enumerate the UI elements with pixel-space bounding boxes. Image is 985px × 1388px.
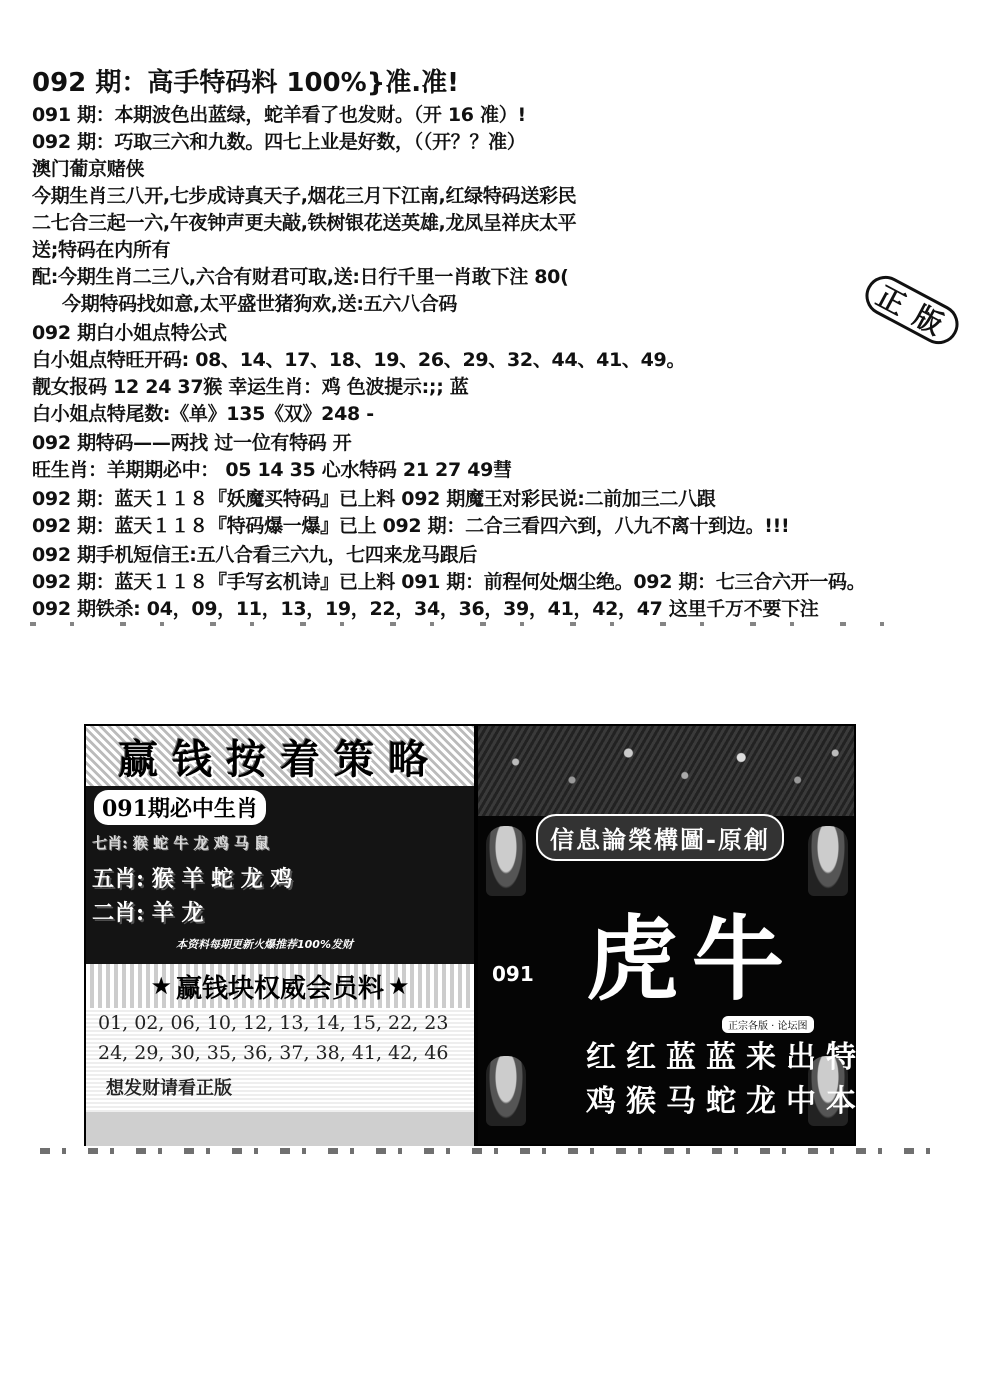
blurred-strip [86, 1112, 474, 1146]
text-line: 送;特码在内所有 [32, 239, 171, 261]
strategy-banner [86, 726, 474, 786]
scan-artifact [30, 622, 890, 626]
scan-artifact [40, 1148, 930, 1154]
poem-line: 鸡猴马蛇龙中本期 [586, 1084, 906, 1119]
text-line: 092 期：巧取三六和九数。四七上业是好数，（（开？？准） [32, 131, 526, 153]
text-line: 旺生肖：羊期期必中： 05 14 35 心水特码 21 27 49彗 [32, 459, 512, 481]
source-tag: 正宗各版 · 论坛图 [722, 1016, 814, 1033]
update-note: 本资料每期更新火爆推荐100%发财 [176, 938, 353, 951]
star-icon: ★ [150, 972, 172, 1000]
portrait-image [486, 1056, 526, 1126]
featured-zodiac: 虎牛 [586, 905, 799, 1013]
text-line: 092 期白小姐点特公式 [32, 322, 227, 344]
text-line: 澳门葡京赌侠 [32, 158, 145, 180]
member-banner [86, 964, 474, 1008]
text-line: 091 期：本期波色出蓝绿，蛇羊看了也发财。（开 16 准）! [32, 104, 526, 126]
text-line: 092 期：蓝天１１８『手写玄机诗』已上料 091 期：前程何处烟尘绝。092 期：七三合六开一码。 [32, 571, 866, 593]
text-line: 092 期手机短信王:五八合看三六九，七四来龙马跟后 [32, 544, 478, 566]
numbers-row: 01, 02, 06, 10, 12, 13, 14, 15, 22, 23 [98, 1012, 449, 1034]
text-line: 092 期铁杀: 04，09，11，13，19，22，34，36，39，41，42，47 这里千万不要下注 [32, 598, 819, 620]
two-zodiac-row: 二肖: 羊 龙 [92, 900, 204, 926]
text-line: 092 期：蓝天１１８『妖魔买特码』已上料 092 期魔王对彩民说:二前加三二八跟 [32, 488, 716, 510]
text-line: 白小姐点特旺开码: 08、14、17、18、19、26、29、32、44、41、49。 [32, 349, 686, 371]
official-version-note: 想发财请看正版 [106, 1078, 232, 1099]
five-zodiac-row: 五肖: 猴 羊 蛇 龙 鸡 [92, 866, 293, 892]
issue-number: 091 [492, 962, 534, 986]
portrait-image [808, 826, 848, 896]
text-line: 二七合三起一六,午夜钟声更夫敲,铁树银花送英雄,龙凤呈祥庆太平 [32, 212, 577, 234]
panel-title: 信息論榮構圖-原創 [536, 814, 784, 861]
poem-line: 红红蓝蓝来出特 [586, 1040, 866, 1075]
must-win-zodiac-heading: 091期必中生肖 [94, 790, 266, 825]
star-icon: ★ [388, 972, 410, 1000]
text-line: 靓女报码 12 24 37猴 幸运生肖：鸡 色波提示:;; 蓝 [32, 376, 469, 398]
portrait-image [486, 826, 526, 896]
member-banner-title: 赢钱块权威会员料 [175, 973, 384, 1004]
seven-zodiac-row: 七肖: 猴 蛇 牛 龙 鸡 马 鼠 [92, 834, 270, 852]
authentic-stamp: 正版 [858, 269, 965, 351]
headline: 092 期：高手特码料 100%}准.准! [32, 68, 459, 98]
text-line: 白小姐点特尾数:《单》135《双》248 - [32, 403, 374, 425]
text-line: 今期特码找如意,太平盛世猪狗欢,送:五六八合码 [62, 293, 458, 315]
text-line: 今期生肖三八开,七步成诗真天子,烟花三月下江南,红绿特码送彩民 [32, 185, 577, 207]
strategy-banner-title: 赢钱按着策略 [118, 735, 442, 783]
numbers-row: 24, 29, 30, 35, 36, 37, 38, 41, 42, 46 [98, 1042, 449, 1064]
text-line: 配:今期生肖二三八,六合有财君可取,送:日行千里一肖敢下注 80( [32, 266, 569, 288]
text-line: 092 期：蓝天１１８『特码爆一爆』已上 092 期：二合三看四六到，八九不离十到边。!!! [32, 515, 790, 537]
fireworks-image [478, 726, 854, 816]
tiger-ox-panel [476, 724, 906, 1146]
text-line: 092 期特码——两找 过一位有特码 开 [32, 432, 352, 454]
member-numbers [86, 1008, 474, 1112]
strategy-panel [84, 724, 476, 1146]
